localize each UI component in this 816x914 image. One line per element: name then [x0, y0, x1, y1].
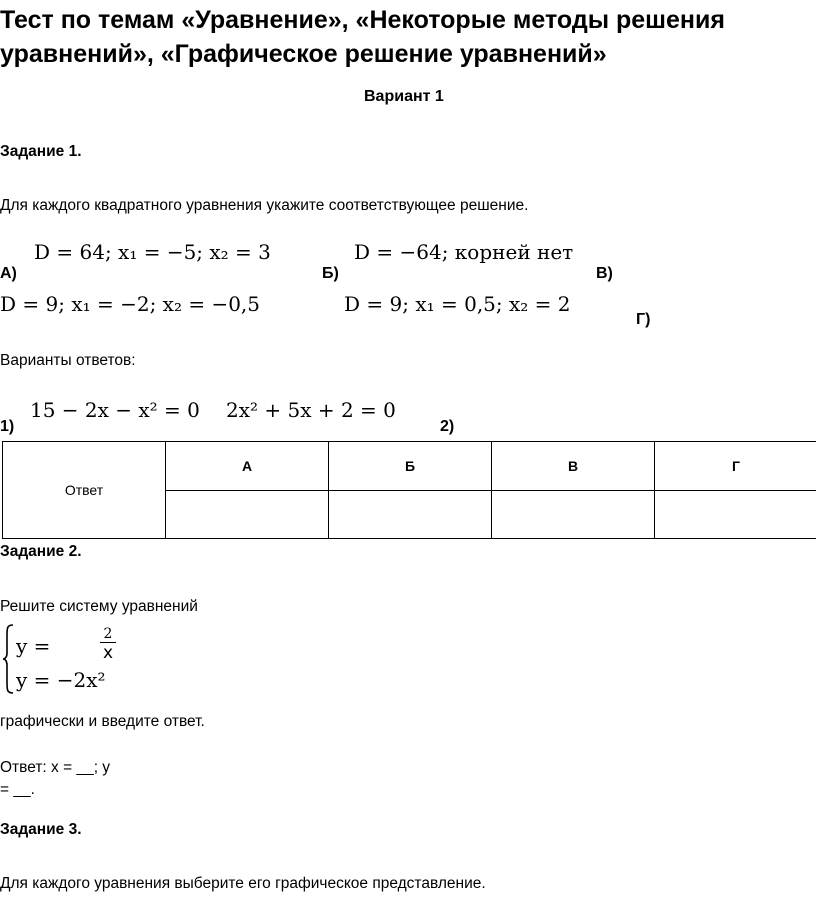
- task-3-heading: Задание 3.: [0, 821, 82, 838]
- system-brace-icon: [2, 624, 14, 694]
- answer-cell-c[interactable]: [492, 491, 655, 539]
- variant-heading: Вариант 1: [364, 88, 444, 105]
- answer-line-1: Ответ: х = __; у: [0, 759, 111, 776]
- solution-c-formula: D = 9; x₁ = −2; x₂ = −0,5: [0, 292, 261, 316]
- option-1-equation: 15 − 2x − x² = 0: [30, 398, 200, 422]
- solution-b-formula: D = −64; корней нет: [354, 240, 574, 264]
- solution-a-label: А): [0, 265, 17, 282]
- system-fraction: [100, 626, 116, 663]
- answer-table: [2, 441, 816, 539]
- option-1-label: 1): [0, 418, 15, 435]
- answer-cell-b[interactable]: [329, 491, 492, 539]
- solution-d-formula: D = 9; x₁ = 0,5; x₂ = 2: [344, 292, 571, 316]
- task-2-heading: Задание 2.: [0, 543, 82, 560]
- page-title-line-1: Тест по темам «Уравнение», «Некоторые методы решения: [0, 6, 725, 34]
- system-equation-2: y = −2x²: [16, 668, 106, 692]
- fraction-numerator: 2: [103, 626, 113, 642]
- column-header-d: Г: [655, 442, 816, 491]
- solution-a-formula: D = 64; x₁ = −5; x₂ = 3: [34, 240, 271, 264]
- option-2-equation: 2x² + 5x + 2 = 0: [226, 398, 396, 422]
- solution-c-label: В): [596, 265, 613, 282]
- solution-d-label: Г): [636, 311, 651, 328]
- task-3-instruction: Для каждого уравнения выберите его графическое представление.: [0, 875, 486, 892]
- column-header-c: В: [492, 442, 655, 491]
- answer-line-2: = __.: [0, 781, 35, 798]
- answer-row-label: Ответ: [3, 442, 166, 539]
- options-label: Варианты ответов:: [0, 352, 136, 369]
- task-2-after: графически и введите ответ.: [0, 713, 205, 730]
- answer-cell-d[interactable]: [655, 491, 816, 539]
- page-title-line-2: уравнений», «Графическое решение уравнений»: [0, 40, 607, 68]
- column-header-b: Б: [329, 442, 492, 491]
- system-equation-1-left: y =: [16, 634, 51, 658]
- task-2-instruction: Решите систему уравнений: [0, 598, 198, 615]
- task-1-heading: Задание 1.: [0, 143, 82, 160]
- answer-cell-a[interactable]: [166, 491, 329, 539]
- column-header-a: А: [166, 442, 329, 491]
- task-1-instruction: Для каждого квадратного уравнения укажите соответствующее решение.: [0, 197, 529, 214]
- solution-b-label: Б): [322, 265, 339, 282]
- fraction-denominator: x: [100, 642, 116, 663]
- option-2-label: 2): [440, 418, 455, 435]
